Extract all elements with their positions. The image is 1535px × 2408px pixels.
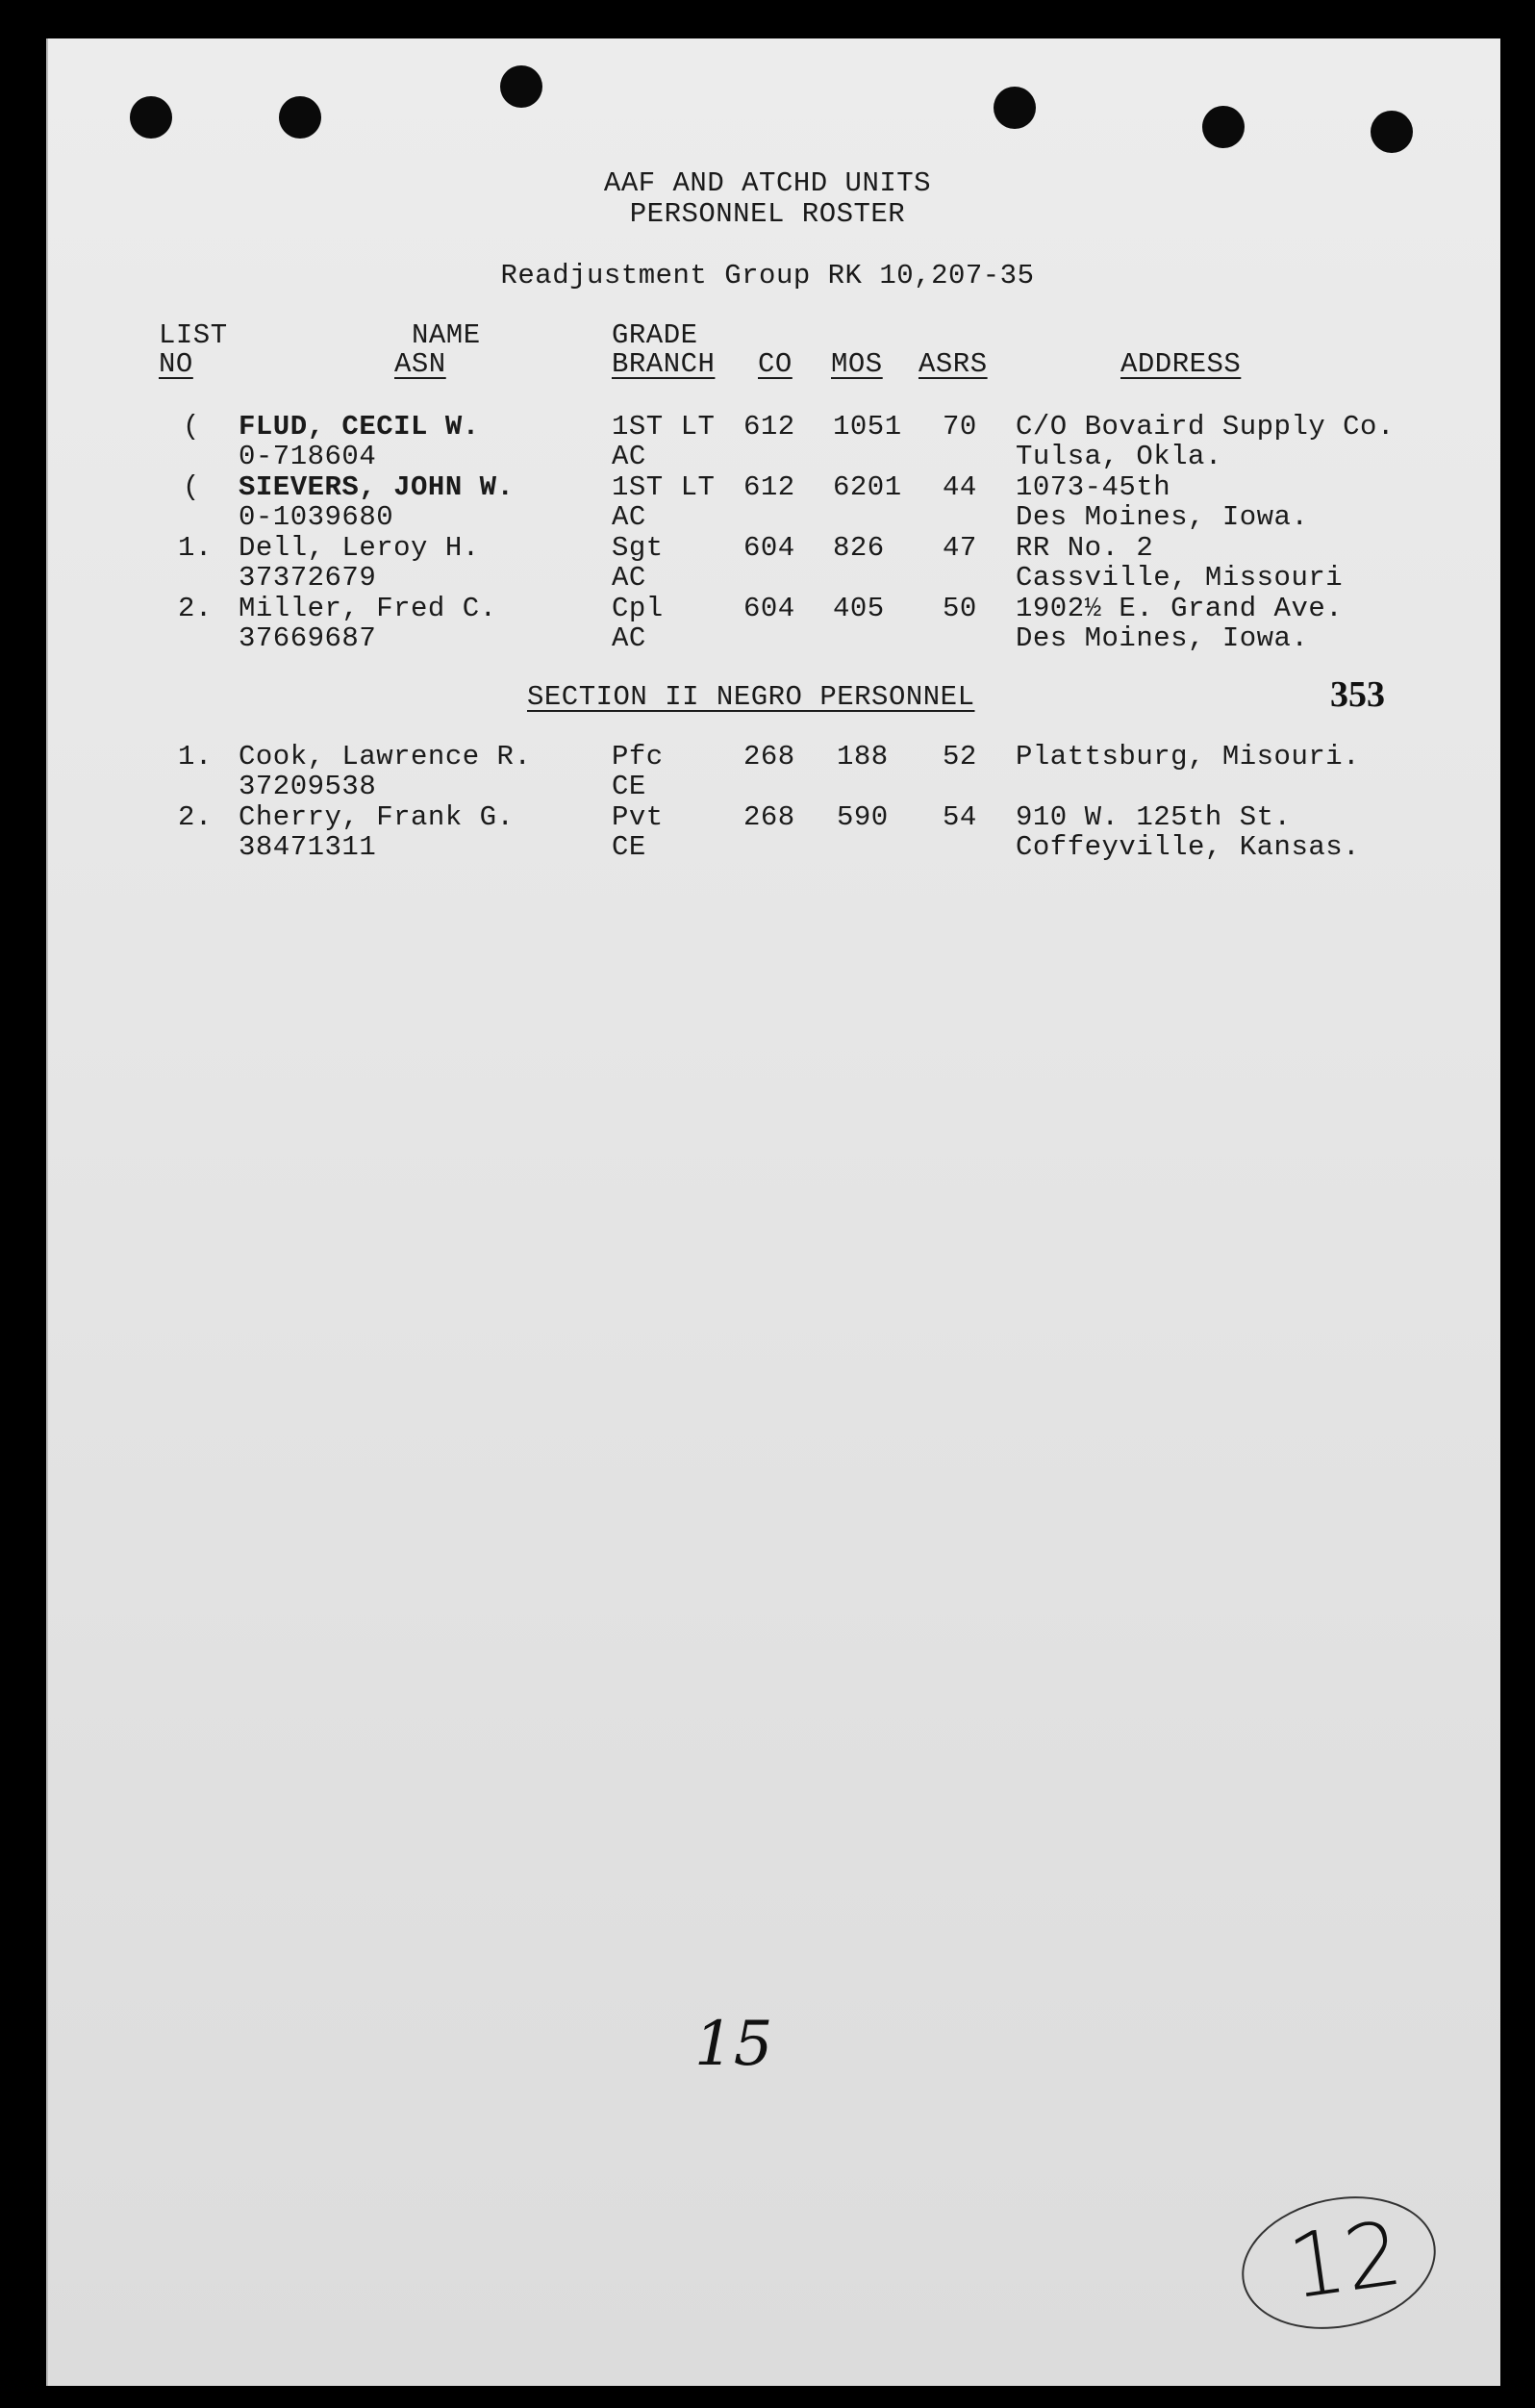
list-no: 1. (178, 741, 213, 773)
person-address-line1: C/O Bovaird Supply Co. (1016, 411, 1395, 443)
list-no: ( (183, 411, 200, 443)
person-branch: AC (612, 562, 646, 594)
punch-hole (1202, 106, 1245, 148)
person-asrs: 54 (943, 801, 977, 833)
col-asrs-label: ASRS (918, 348, 988, 380)
col-address-label: ADDRESS (1120, 348, 1242, 380)
person-grade: 1ST LT (612, 411, 716, 443)
roster-title-line2: PERSONNEL ROSTER (629, 198, 906, 230)
person-address-line2: Des Moines, Iowa. (1016, 501, 1309, 533)
person-mos: 826 (833, 532, 885, 564)
person-branch: AC (612, 441, 646, 472)
punch-hole (500, 65, 542, 108)
person-address-line1: 910 W. 125th St. (1016, 801, 1292, 833)
person-asn: 0-718604 (239, 441, 377, 472)
person-mos: 405 (833, 593, 885, 624)
person-mos: 590 (837, 801, 889, 833)
col-co-label: CO (758, 348, 793, 380)
person-asrs: 70 (943, 411, 977, 443)
person-asrs: 52 (943, 741, 977, 773)
section-heading: SECTION II NEGRO PERSONNEL (527, 681, 975, 713)
person-name: SIEVERS, JOHN W. (239, 471, 515, 503)
person-asn: 37209538 (239, 771, 377, 802)
col-grade-label: GRADE (612, 319, 698, 351)
roster-title-line1: AAF AND ATCHD UNITS (603, 167, 932, 199)
person-asn: 0-1039680 (239, 501, 394, 533)
person-name: Cherry, Frank G. (239, 801, 515, 833)
person-asn: 37669687 (239, 622, 377, 654)
person-grade: 1ST LT (612, 471, 716, 503)
list-no: 2. (178, 801, 213, 833)
person-address-line1: Plattsburg, Misouri. (1016, 741, 1361, 773)
person-co: 604 (743, 593, 795, 624)
col-no-label: NO (159, 348, 193, 380)
person-co: 612 (743, 471, 795, 503)
person-address-line1: 1902½ E. Grand Ave. (1016, 593, 1344, 624)
person-branch: AC (612, 501, 646, 533)
handwritten-page-number: 15 (694, 2009, 773, 2080)
person-grade: Sgt (612, 532, 664, 564)
person-grade: Pfc (612, 741, 664, 773)
person-branch: CE (612, 771, 646, 802)
person-co: 268 (743, 801, 795, 833)
person-name: Cook, Lawrence R. (239, 741, 532, 773)
col-asn-label: ASN (394, 348, 446, 380)
person-mos: 188 (837, 741, 889, 773)
person-name: FLUD, CECIL W. (239, 411, 480, 443)
punch-hole (994, 87, 1036, 129)
person-mos: 1051 (833, 411, 902, 443)
person-address-line1: 1073-45th (1016, 471, 1171, 503)
person-asrs: 50 (943, 593, 977, 624)
person-co: 604 (743, 532, 795, 564)
person-co: 612 (743, 411, 795, 443)
person-asrs: 44 (943, 471, 977, 503)
person-branch: AC (612, 622, 646, 654)
person-address-line2: Coffeyville, Kansas. (1016, 831, 1361, 863)
person-mos: 6201 (833, 471, 902, 503)
col-branch-label: BRANCH (612, 348, 716, 380)
person-name: Dell, Leroy H. (239, 532, 480, 564)
person-address-line2: Cassville, Missouri (1016, 562, 1344, 594)
col-list-label: LIST (159, 319, 228, 351)
person-address-line2: Des Moines, Iowa. (1016, 622, 1309, 654)
person-name: Miller, Fred C. (239, 593, 497, 624)
roster-subtitle: Readjustment Group RK 10,207-35 (500, 260, 1035, 291)
document-page (46, 38, 1500, 2386)
list-no: 1. (178, 532, 213, 564)
punch-hole (130, 96, 172, 139)
page-number: 353 (1330, 674, 1385, 715)
person-asn: 37372679 (239, 562, 377, 594)
col-name-label: NAME (412, 319, 481, 351)
person-grade: Cpl (612, 593, 664, 624)
col-mos-label: MOS (831, 348, 883, 380)
list-no: 2. (178, 593, 213, 624)
person-asn: 38471311 (239, 831, 377, 863)
person-grade: Pvt (612, 801, 664, 833)
person-address-line2: Tulsa, Okla. (1016, 441, 1222, 472)
circled-folio-number: 12 (1282, 2201, 1408, 2319)
person-address-line1: RR No. 2 (1016, 532, 1154, 564)
person-co: 268 (743, 741, 795, 773)
punch-hole (279, 96, 321, 139)
person-asrs: 47 (943, 532, 977, 564)
punch-hole (1371, 111, 1413, 153)
person-branch: CE (612, 831, 646, 863)
list-no: ( (183, 471, 200, 503)
